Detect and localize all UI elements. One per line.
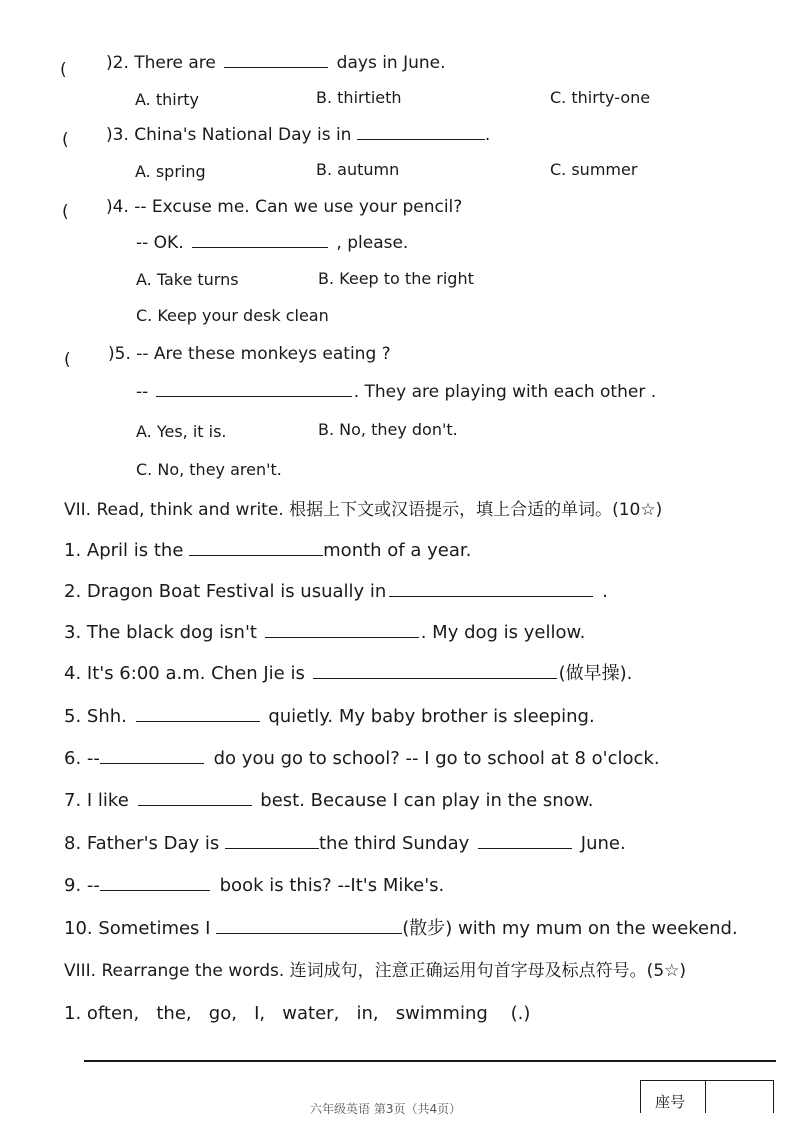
answer-blank[interactable] <box>265 623 419 638</box>
reply-text: . They are playing with each other . <box>353 382 657 402</box>
answer-blank[interactable] <box>389 582 593 597</box>
section-7-title: VII. Read, think and write. 根据上下文或汉语提示，填上合适的单词。(10☆) <box>64 500 663 520</box>
option-a: A. spring <box>135 162 206 181</box>
answer-blank[interactable] <box>357 125 485 140</box>
answer-paren: ( <box>60 60 67 80</box>
item-text: . <box>602 581 608 602</box>
option-c: C. thirty-one <box>550 88 651 107</box>
question-3 <box>106 124 490 146</box>
item-text: 10. Sometimes I <box>64 918 211 939</box>
answer-blank[interactable] <box>100 749 204 764</box>
reply-text: -- OK. <box>136 233 184 253</box>
question-4-reply <box>136 232 408 254</box>
answer-blank[interactable] <box>156 382 352 397</box>
item-text: book is this? --It's Mike's. <box>219 875 445 896</box>
item-text: 8. Father's Day is <box>64 833 220 854</box>
fill-item-4 <box>64 663 632 685</box>
item-text: . My dog is yellow. <box>420 622 586 643</box>
question-text: )3. China's National Day is in <box>106 125 352 145</box>
section-8-title: VIII. Rearrange the words. 连词成句，注意正确运用句首字母及标点符号。(5☆) <box>64 961 687 981</box>
option-b: B. Keep to the right <box>318 269 474 288</box>
rearrange-item-1: 1. often, the, go, I, water, in, swimming (.) <box>64 1003 531 1024</box>
fill-item-9 <box>64 875 444 897</box>
item-text: (做早操). <box>558 663 633 684</box>
item-text: do you go to school? -- I go to school at 8 o'clock. <box>213 748 660 769</box>
option-a: A. Take turns <box>136 270 239 289</box>
fill-item-8 <box>64 833 626 855</box>
item-text: 9. -- <box>64 875 100 896</box>
option-b: B. thirtieth <box>316 88 402 107</box>
item-text: 5. Shh. <box>64 706 127 727</box>
answer-blank[interactable] <box>216 919 402 934</box>
question-5 <box>108 343 391 365</box>
fill-item-10 <box>64 918 738 940</box>
answer-blank[interactable] <box>100 876 210 891</box>
fill-item-2 <box>64 581 608 603</box>
answer-blank[interactable] <box>138 791 252 806</box>
answer-blank[interactable] <box>189 541 323 556</box>
question-5-reply <box>136 381 656 403</box>
item-text: 6. -- <box>64 748 100 769</box>
fill-item-5 <box>64 706 595 728</box>
question-text: )4. -- Excuse me. Can we use your pencil? <box>106 197 463 217</box>
fill-item-7 <box>64 790 593 812</box>
answer-line[interactable] <box>84 1060 776 1062</box>
question-2 <box>106 52 446 74</box>
answer-blank[interactable] <box>225 834 319 849</box>
item-text: quietly. My baby brother is sleeping. <box>268 706 595 727</box>
fill-item-6 <box>64 748 660 770</box>
option-c: C. summer <box>550 160 638 179</box>
question-text: . <box>484 125 491 145</box>
item-text: 3. The black dog isn't <box>64 622 257 643</box>
question-4 <box>106 196 462 218</box>
question-text: )2. There are <box>106 53 216 73</box>
answer-blank[interactable] <box>478 834 572 849</box>
question-text: days in June. <box>336 53 446 73</box>
item-text: (散步) with my mum on the weekend. <box>402 918 738 939</box>
seat-divider <box>705 1081 706 1113</box>
answer-blank[interactable] <box>136 707 260 722</box>
option-b: B. autumn <box>316 160 400 179</box>
question-text: )5. -- Are these monkeys eating ? <box>108 344 391 364</box>
seat-number-box <box>640 1080 774 1113</box>
option-c: C. Keep your desk clean <box>136 306 329 325</box>
page-footer: 六年级英语 第3页（共4页） <box>310 1102 462 1116</box>
option-c: C. No, they aren't. <box>136 460 282 479</box>
answer-paren: ( <box>62 130 69 150</box>
reply-text: -- <box>136 382 149 402</box>
item-text: the third Sunday <box>319 833 470 854</box>
fill-item-1 <box>64 540 471 562</box>
reply-text: , please. <box>336 233 409 253</box>
answer-paren: ( <box>64 350 71 370</box>
option-a: A. Yes, it is. <box>136 422 227 441</box>
answer-blank[interactable] <box>313 664 557 679</box>
seat-label: 座号 <box>655 1093 686 1111</box>
answer-paren: ( <box>62 202 69 222</box>
answer-blank[interactable] <box>192 233 328 248</box>
item-text: 2. Dragon Boat Festival is usually in <box>64 581 387 602</box>
option-a: A. thirty <box>135 90 200 109</box>
item-text: month of a year. <box>323 540 472 561</box>
option-b: B. No, they don't. <box>318 420 458 439</box>
item-text: June. <box>580 833 626 854</box>
item-text: best. Because I can play in the snow. <box>260 790 594 811</box>
fill-item-3 <box>64 622 585 644</box>
answer-blank[interactable] <box>224 53 328 68</box>
item-text: 7. I like <box>64 790 129 811</box>
item-text: 1. April is the <box>64 540 184 561</box>
item-text: 4. It's 6:00 a.m. Chen Jie is <box>64 663 305 684</box>
